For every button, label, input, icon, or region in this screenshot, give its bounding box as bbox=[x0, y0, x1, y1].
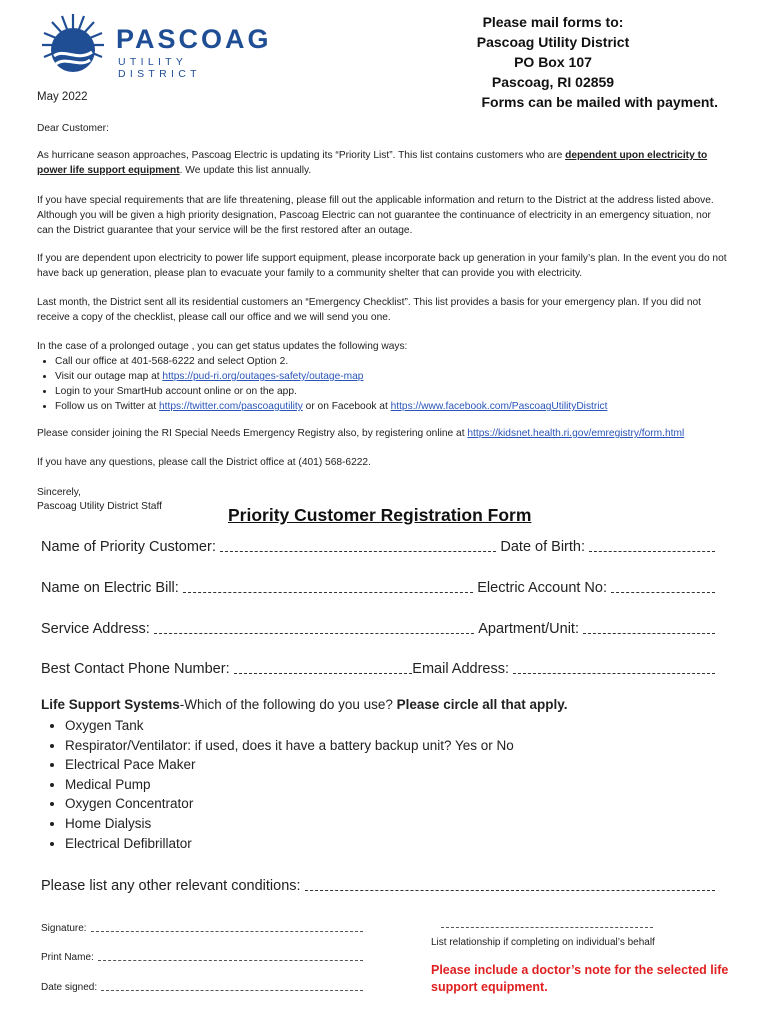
life-support-option[interactable]: • Home Dialysis bbox=[65, 814, 514, 834]
list-item: • Login to your SmartHub account online or on the app. bbox=[55, 384, 727, 399]
priority-name-field[interactable] bbox=[220, 550, 497, 552]
letter-date: May 2022 bbox=[37, 91, 88, 103]
dob-label: Date of Birth: bbox=[500, 539, 585, 555]
dob-field[interactable] bbox=[589, 550, 715, 552]
p1-text: As hurricane season approaches, Pascoag Electric is updating its “Priority List”. This list contains customers who are bbox=[37, 150, 566, 161]
life-support-heading bbox=[41, 697, 568, 712]
mailing-address-block bbox=[388, 12, 718, 112]
logo-subtitle: UTILITY DISTRICT bbox=[118, 56, 201, 80]
relationship-field[interactable] bbox=[441, 927, 653, 928]
list-item bbox=[55, 399, 727, 414]
life-support-option[interactable]: • Electrical Defibrillator bbox=[65, 834, 514, 854]
logo-wordmark: PASCOAG bbox=[116, 24, 272, 54]
list-item-text: Visit our outage map at bbox=[55, 371, 163, 382]
email-label: Email Address: bbox=[412, 661, 509, 677]
life-support-option[interactable]: • Electrical Pace Maker bbox=[65, 755, 514, 775]
print-name-row bbox=[41, 952, 363, 963]
mail-line: Pascoag Utility District bbox=[476, 34, 630, 50]
life-support-option[interactable]: • Oxygen Tank bbox=[65, 716, 514, 736]
status-list bbox=[37, 354, 727, 414]
mail-line: PO Box 107 bbox=[514, 54, 592, 70]
form-row-priority-name bbox=[41, 535, 715, 555]
paragraph-priority-list bbox=[37, 148, 727, 178]
registry-link[interactable]: https://kidsnet.health.ri.gov/emregistry/form.html bbox=[467, 428, 685, 439]
apartment-field[interactable] bbox=[583, 632, 715, 634]
priority-name-label: Name of Priority Customer: bbox=[41, 539, 216, 555]
mail-payment-note: Forms can be mailed with payment. bbox=[481, 94, 718, 110]
life-support-title: Life Support Systems bbox=[41, 697, 180, 712]
form-row-address bbox=[41, 617, 715, 637]
registry-text: Please consider joining the RI Special Needs Emergency Registry also, by registering online at bbox=[37, 428, 468, 439]
list-item: • Call our office at 401-568-6222 and select Option 2. bbox=[55, 354, 727, 369]
signature-field[interactable] bbox=[91, 931, 363, 932]
account-label: Electric Account No: bbox=[477, 580, 607, 596]
email-field[interactable] bbox=[513, 672, 715, 674]
life-support-list bbox=[41, 716, 514, 853]
form-row-bill-name bbox=[41, 576, 715, 596]
date-signed-label: Date signed: bbox=[41, 982, 98, 993]
phone-label: Best Contact Phone Number: bbox=[41, 661, 230, 677]
print-name-field[interactable] bbox=[98, 960, 363, 961]
p1-emphasis: dependent upon electricity to power life support equipment bbox=[37, 150, 708, 176]
paragraph-backup-generation: If you are dependent upon electricity to power life support equipment, please incorporate back up generation in your family’s plan. In the event you do not have back up generation, please plan to evacuate your family to a community shelter that can provide you with electricity. bbox=[37, 253, 727, 279]
letter-signoff: Pascoag Utility District Staff bbox=[37, 501, 162, 512]
facebook-link[interactable]: https://www.facebook.com/PascoagUtilityDistrict bbox=[390, 401, 608, 412]
list-item-text: or on Facebook at bbox=[302, 401, 391, 412]
bill-name-field[interactable] bbox=[183, 591, 473, 593]
account-field[interactable] bbox=[611, 591, 715, 593]
other-conditions-label: Please list any other relevant conditions: bbox=[41, 878, 301, 894]
form-row-contact bbox=[41, 657, 715, 677]
address-label: Service Address: bbox=[41, 621, 150, 637]
paragraph-special-requirements: If you have special requirements that are life threatening, please fill out the applicable information and return to the District at the address listed above. Although you will be given a high priority designation, Pascoag Electric can not guarantee the continuance of electricity in an emergency situation, nor can the District guarantee that your service will be the first restored after an outage. bbox=[37, 195, 714, 236]
pascoag-logo bbox=[40, 12, 270, 82]
p1-text-end: . We update this list annually. bbox=[179, 165, 312, 176]
paragraph-questions: If you have any questions, please call the District office at (401) 568-6222. bbox=[37, 457, 371, 468]
paragraph-status-updates bbox=[37, 339, 727, 414]
address-field[interactable] bbox=[154, 632, 474, 634]
list-item bbox=[55, 369, 727, 384]
outage-map-link[interactable]: https://pud-ri.org/outages-safety/outage-map bbox=[162, 371, 364, 382]
mail-line: Please mail forms to: bbox=[482, 14, 624, 30]
signature-label: Signature: bbox=[41, 923, 87, 934]
twitter-link[interactable]: https://twitter.com/pascoagutility bbox=[159, 401, 303, 412]
form-title: Priority Customer Registration Form bbox=[228, 505, 532, 525]
letter-closing: Sincerely, bbox=[37, 487, 81, 498]
signature-row bbox=[41, 923, 363, 934]
mail-line: Pascoag, RI 02859 bbox=[491, 74, 615, 90]
date-signed-field[interactable] bbox=[101, 990, 363, 991]
apartment-label: Apartment/Unit: bbox=[478, 621, 579, 637]
logo-sunburst-icon bbox=[40, 12, 106, 78]
date-signed-row bbox=[41, 982, 363, 993]
life-support-option[interactable]: • Medical Pump bbox=[65, 775, 514, 795]
paragraph-registry bbox=[37, 426, 727, 441]
life-support-option[interactable]: • Respirator/Ventilator: if used, does it have a battery backup unit? Yes or No bbox=[65, 736, 514, 756]
print-name-label: Print Name: bbox=[41, 952, 94, 963]
bill-name-label: Name on Electric Bill: bbox=[41, 580, 179, 596]
paragraph-emergency-checklist: Last month, the District sent all its residential customers an “Emergency Checklist”. This list provides a basis for your emergency plan. If you did not receive a copy of the checklist, please call our office and we will send you one. bbox=[37, 297, 701, 323]
relationship-label: List relationship if completing on individual’s behalf bbox=[431, 937, 655, 948]
status-intro: In the case of a prolonged outage , you can get status updates the following ways: bbox=[37, 341, 408, 352]
doctor-note-alert: Please include a doctor’s note for the selected life support equipment. bbox=[431, 963, 729, 994]
form-row-other-conditions bbox=[41, 874, 715, 894]
letter-greeting: Dear Customer: bbox=[37, 123, 109, 134]
phone-field[interactable] bbox=[234, 672, 413, 674]
list-item-text: Follow us on Twitter at bbox=[55, 401, 159, 412]
other-conditions-field[interactable] bbox=[305, 889, 715, 891]
life-support-instruction: Please circle all that apply. bbox=[396, 697, 568, 712]
life-support-question: -Which of the following do you use? bbox=[179, 697, 397, 712]
life-support-option[interactable]: • Oxygen Concentrator bbox=[65, 794, 514, 814]
